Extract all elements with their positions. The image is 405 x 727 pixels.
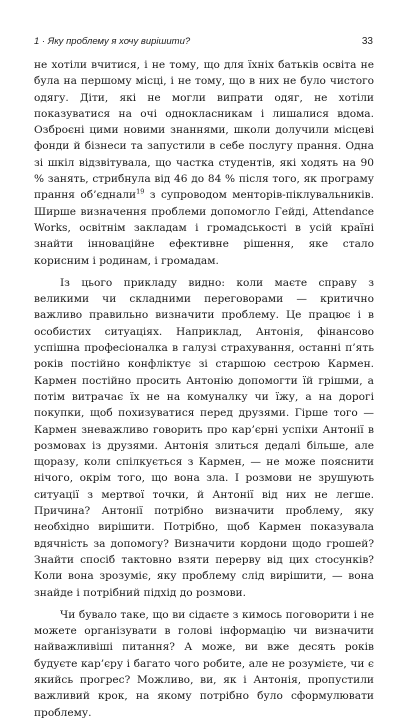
paragraph-text: з супроводом менторів-піклувальників. Ширше визначення проблеми допомогло Гейді, Attendance Works, освітнім закладам і громадськості в усій країні знайти інноваційне ефективне рішення, яке стало корисним і родинам, і громадам.	[34, 189, 375, 267]
running-header	[34, 34, 373, 48]
footnote-reference[interactable]: 19	[136, 187, 145, 196]
page-number: 33	[361, 35, 373, 47]
paragraph	[34, 57, 374, 269]
body-text	[34, 57, 374, 727]
paragraph: Із цього прикладу видно: коли маєте справу з великими чи складними переговорами — критично важливо правильно визначити проблему. Це працює і в особистих ситуаціях. Наприклад, Антонія, фінансово успішна професіоналка в галузі страхування, останні п’ять років постійно конфліктує зі старшою сестрою Кармен. Кармен постійно просить Антонію допомогти їй грішми, а потім витрачає їх не на комуналку чи їжу, а на дорогі покупки, щоб похизуватися перед друзями. Гірше того — Кармен зневажливо говорить про кар’єрні успіхи Антонії в розмовах із друзями. Антонія злиться дедалі більше, але щоразу, коли спілкується з Кармен, — не може пояснити нічого, окрім того, що вона зла. І розмови не зрушують ситуації з мертвої точки, й Антонії від них не легше. Причина? Антонії потрібно визначити проблему, яку необхідно вирішити. Потрібно, щоб Кармен показувала вдячність за допомогу? Визначити кордони щодо грошей? Знайти спосіб тактовно взяти перерву від цих стосунків? Коли вона зрозуміє, яку проблему слід вирішити, — вона знайде і потрібний підхід до розмови.	[34, 276, 374, 599]
running-title: 1 · Яку проблему я хочу вирішити?	[34, 35, 191, 47]
paragraph-text: не хотіли вчитися, і не тому, що для їхніх батьків освіта не була на першому місці, і не тому, що в них не було чистого одягу. Діти, які не могли випрати одяг, не хотіли показуватися на очі однокласникам і лишалися вдома. Озброєні цими новими знаннями, школи долучили місцеві фонди й бізнеси та запустили в себе послугу прання. Одна зі шкіл відзвітувала, що частка студентів, які ходять на 90 % занять, стрибнула від 46 до 84 % після того, як програму прання об’єднали	[34, 59, 374, 202]
paragraph: Чи бувало таке, що ви сідаєте з кимось поговорити і не можете організувати в голові інформацію чи визначити найважливіші питання? А може, ви вже десять років будуєте кар’єру і багато чого робите, але не розумієте, чи є якийсь прогрес? Можливо, ви, як і Антонія, пропустили важливий крок, на якому потрібно було сформулювати проблему.	[34, 608, 374, 719]
